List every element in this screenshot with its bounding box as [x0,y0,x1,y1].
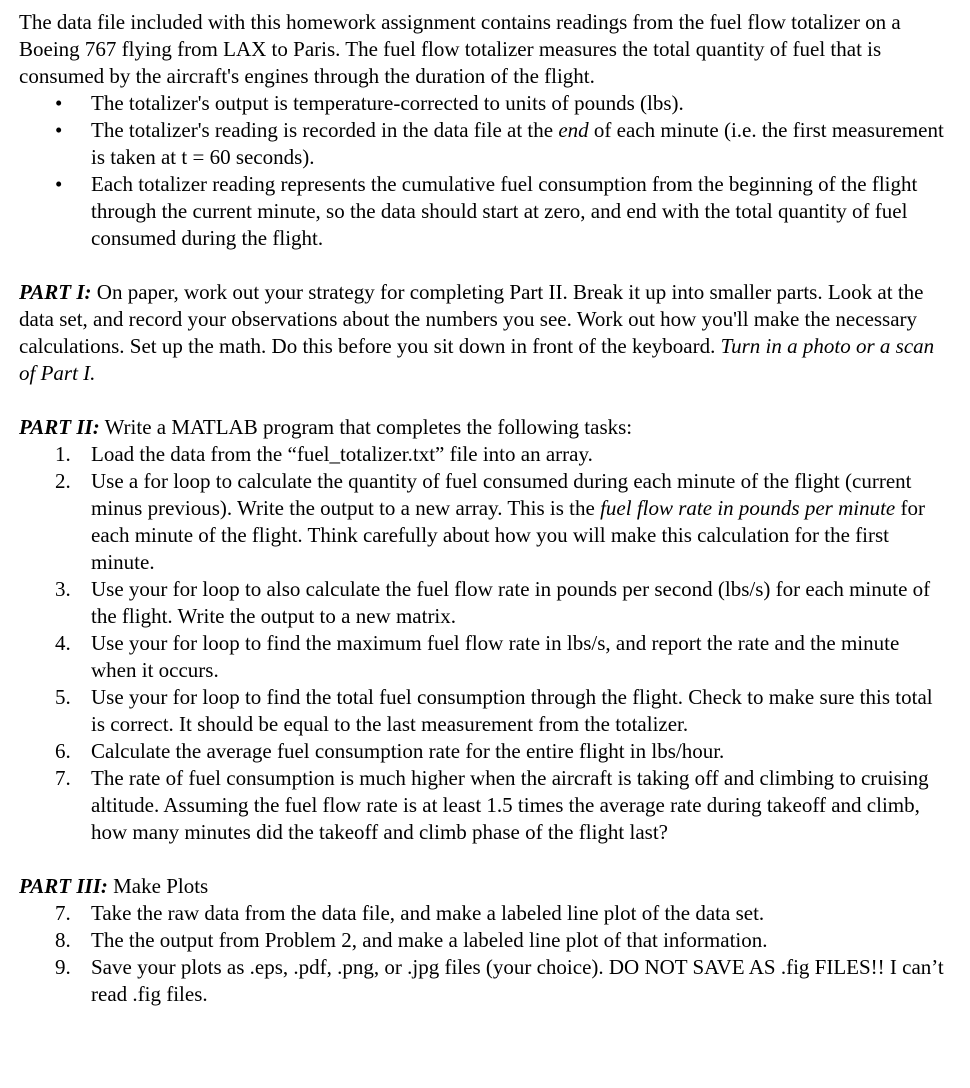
task-item-2 [19,468,949,576]
plot-task-item [19,900,949,927]
part3-heading [19,873,949,900]
bullet-text [91,118,944,169]
task-item-5 [19,684,949,738]
bullet-item [19,171,949,252]
part1-text: On paper, work out your strategy for completing Part II. Break it up into smaller parts. Look at the data set, and record your observations about the numbers you see. Work out how you'll make the necessary calculations. Set up the math. Do this before you sit down in front of the keyboard. [19,280,924,358]
bullet-text: Each totalizer reading represents the cumulative fuel consumption from the beginning of the flight through the current minute, so the data should start at zero, and end with the total quantity of fuel consumed during the flight. [91,172,918,250]
bullet-text-part: The totalizer's reading is recorded in the data file at the [91,118,559,142]
task-text: Use your for loop to find the total fuel consumption through the flight. Check to make sure this total is correct. It should be equal to the last measurement from the totalizer. [91,685,933,736]
task-text: Take the raw data from the data file, and make a labeled line plot of the data set. [91,901,765,925]
task-text-part: for each minute of the flight. Think carefully about how you will make this calculation for the first minute. [91,496,925,574]
part1-emphasis: Turn in a photo or a scan of Part I. [19,334,935,385]
intro-bullet-list [19,90,949,252]
part2-task-list [19,441,949,846]
task-number: 1. [55,442,71,466]
assignment-document [19,9,949,1008]
task-number: 2. [55,469,71,493]
task-text: Save your plots as .eps, .pdf, .png, or .jpg files (your choice). DO NOT SAVE AS .fig FILES!! I can’t read .fig files. [91,955,944,1006]
bullet-item [19,90,949,117]
plot-task-item [19,927,949,954]
task-number: 3. [55,577,71,601]
spacer [19,387,949,414]
task-item-6 [19,738,949,765]
intro-paragraph: The data file included with this homework assignment contains readings from the fuel flow totalizer on a Boeing 767 flying from LAX to Paris. The fuel flow totalizer measures the total quantity of fuel that is consumed by the aircraft's engines through the duration of the flight. [19,10,901,88]
task-number: 9. [55,955,71,979]
task-text: Use your for loop to also calculate the fuel flow rate in pounds per second (lbs/s) for each minute of the flight. Write the output to a new matrix. [91,577,931,628]
task-number: 4. [55,631,71,655]
task-text: Load the data from the “fuel_totalizer.txt” file into an array. [91,442,593,466]
task-text: The the output from Problem 2, and make a labeled line plot of that information. [91,928,768,952]
bullet-item [19,117,949,171]
part3-intro: Make Plots [107,874,209,898]
part2-heading [19,414,949,441]
spacer [19,252,949,279]
task-text: Calculate the average fuel consumption rate for the entire flight in lbs/hour. [91,739,725,763]
task-text: The rate of fuel consumption is much higher when the aircraft is taking off and climbing to cruising altitude. Assuming the fuel flow rate is at least 1.5 times the average rate during takeoff and climb, how many minutes did the takeoff and climb phase of the flight last? [91,766,929,844]
bullet-glyph: • [55,91,63,115]
task-item-7 [19,765,949,846]
task-text [91,469,925,574]
task-item-4 [19,630,949,684]
task-number: 5. [55,685,71,709]
task-number: 7. [55,766,71,790]
part3-task-list [19,900,949,1008]
bullet-text-part: of each minute (i.e. the first measurement is taken at t = 60 seconds). [91,118,944,169]
bullet-glyph: • [55,172,63,196]
part1-paragraph [19,279,949,387]
bullet-glyph: • [55,118,63,142]
task-text: Use your for loop to find the maximum fuel flow rate in lbs/s, and report the rate and the minute when it occurs. [91,631,900,682]
task-number: 6. [55,739,71,763]
part3-label: PART III: [19,874,108,898]
task-number: 8. [55,928,71,952]
part1-label: PART I: [19,280,92,304]
part2-label: PART II: [19,415,100,439]
task-item-3 [19,576,949,630]
task-item-1 [19,441,949,468]
bullet-emphasis: end [558,118,589,142]
task-text-part: Use a for loop to calculate the quantity of fuel consumed during each minute of the flight (current minus previous). Write the output to a new array. This is the [91,469,912,520]
task-emphasis: fuel flow rate in pounds per minute [600,496,896,520]
task-number: 7. [55,901,71,925]
spacer [19,846,949,873]
plot-task-item [19,954,949,1008]
part2-intro: Write a MATLAB program that completes the following tasks: [99,415,633,439]
bullet-text: The totalizer's output is temperature-corrected to units of pounds (lbs). [91,91,684,115]
